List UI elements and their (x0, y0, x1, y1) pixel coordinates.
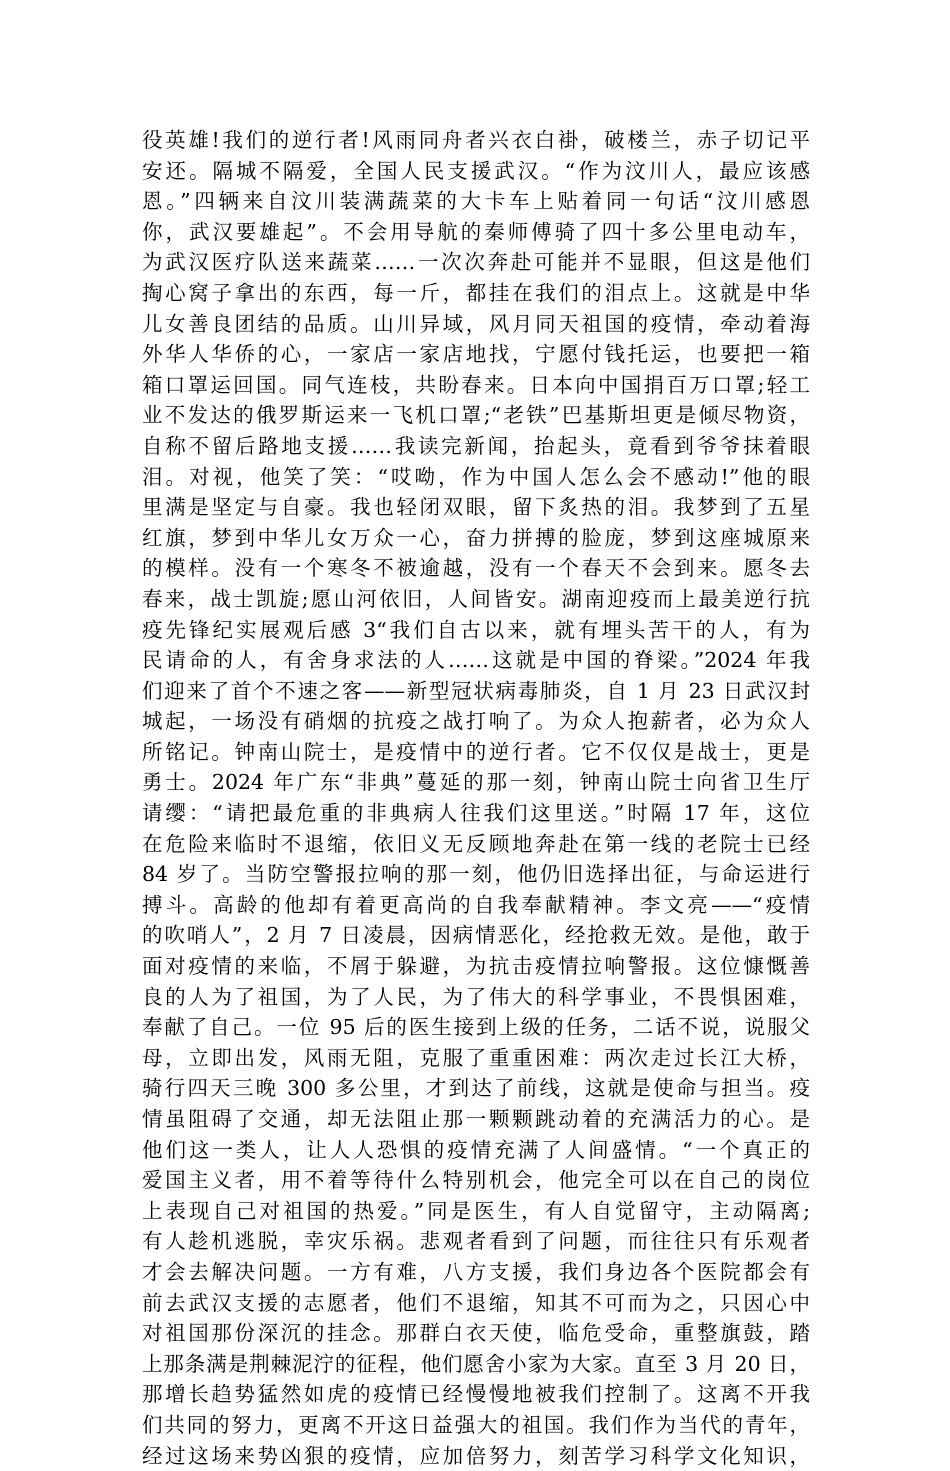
text-line: 城起，一场没有硝烟的抗疫之战打响了。为众人抱薪者，必为众人 (142, 709, 810, 734)
text-line: 役英雄!我们的逆行者!风雨同舟者兴衣白褂，破楼兰，赤子切记平 (142, 128, 810, 152)
text-line: 恩。”四辆来自汶川装满蔬菜的大卡车上贴着同一句话“汶川感恩 (142, 189, 810, 214)
text-line: 才会去解决问题。一方有难，八方支援，我们身边各个医院都会有 (142, 1259, 810, 1284)
text-line: 请缨：“请把最危重的非典病人往我们这里送。”时隔 17 年，这位 (142, 801, 810, 826)
text-line: 业不发达的俄罗斯运来一飞机口罩;“老铁”巴基斯坦更是倾尽物资， (142, 403, 810, 428)
text-line: 前去武汉支援的志愿者，他们不退缩，知其不可而为之，只因心中 (142, 1290, 810, 1315)
text-line: 泪。对视，他笑了笑：“哎呦，作为中国人怎么会不感动!”他的眼 (142, 464, 810, 489)
text-line: 上表现自己对祖国的热爱。”同是医生，有人自觉留守，主动隔离; (142, 1198, 810, 1223)
text-line: 安还。隔城不隔爱，全国人民支援武汉。“作为汶川人，最应该感 (142, 158, 810, 183)
text-line: 里满是坚定与自豪。我也轻闭双眼，留下炙热的泪。我梦到了五星 (142, 495, 810, 520)
text-line: 红旗，梦到中华儿女万众一心，奋力拼搏的脸庞，梦到这座城原来 (142, 525, 810, 550)
text-line: 在危险来临时不退缩，依旧义无反顾地奔赴在第一线的老院士已经 (142, 831, 810, 856)
text-line: 84 岁了。当防空警报拉响的那一刻，他仍旧选择出征，与命运进行 (142, 862, 810, 887)
text-line: 疫先锋纪实展观后感 3“我们自古以来，就有埋头苦干的人，有为 (142, 617, 810, 642)
text-line: 情虽阻碍了交通，却无法阻止那一颗颗跳动着的充满活力的心。是 (142, 1107, 810, 1131)
text-line: 所铭记。钟南山院士，是疫情中的逆行者。它不仅仅是战士，更是 (142, 739, 810, 764)
text-line: 外华人华侨的心，一家店一家店地找，宁愿付钱托运，也要把一箱 (142, 342, 810, 367)
text-line: 勇士。2024 年广东“非典”蔓延的那一刻，钟南山院士向省卫生厅 (142, 770, 810, 795)
text-line: 为武汉医疗队送来蔬菜……一次次奔赴可能并不显眼，但这是他们 (142, 250, 810, 275)
text-line: 民请命的人，有舍身求法的人……这就是中国的脊梁。”2024 年我 (142, 648, 810, 673)
text-line: 自称不留后路地支援……我读完新闻，抬起头，竟看到爷爷抹着眼 (142, 433, 810, 458)
text-line: 有人趁机逃脱，幸灾乐祸。悲观者看到了问题，而往往只有乐观者 (142, 1229, 810, 1254)
text-line: 面对疫情的来临，不屑于躲避，为抗击疫情拉响警报。这位慷慨善 (142, 954, 810, 979)
text-line: 母，立即出发，风雨无阻，克服了重重困难：两次走过长江大桥， (142, 1045, 810, 1070)
text-line: 箱口罩运回国。同气连枝，共盼春来。日本向中国捐百万口罩;轻工 (142, 372, 810, 397)
text-line: 你，武汉要雄起”。不会用导航的秦师傅骑了四十多公里电动车， (142, 219, 810, 244)
document-body (142, 125, 810, 1471)
text-line: 的模样。没有一个寒冬不被逾越，没有一个春天不会到来。愿冬去 (142, 556, 810, 581)
text-line: 们迎来了首个不速之客——新型冠状病毒肺炎，自 1 月 23 日武汉封 (142, 678, 810, 703)
text-line: 那增长趋势猛然如虎的疫情已经慢慢地被我们控制了。这离不开我 (142, 1382, 810, 1407)
text-line: 对祖国那份深沉的挂念。那群白衣天使，临危受命，重整旗鼓，踏 (142, 1321, 810, 1346)
text-line: 奉献了自己。一位 95 后的医生接到上级的任务，二话不说，说服父 (142, 1015, 810, 1040)
text-line: 上那条满是荆棘泥泞的征程，他们愿舍小家为大家。直至 3 月 20 日， (142, 1351, 810, 1376)
text-line: 骑行四天三晚 300 多公里，才到达了前线，这就是使命与担当。疫 (142, 1076, 810, 1101)
text-line: 爱国主义者，用不着等待什么特别机会，他完全可以在自己的岗位 (142, 1168, 810, 1193)
text-line: 们共同的努力，更离不开这日益强大的祖国。我们作为当代的青年， (142, 1412, 810, 1437)
text-line: 掏心窝子拿出的东西，每一斤，都挂在我们的泪点上。这就是中华 (142, 280, 810, 305)
text-line: 经过这场来势凶狠的疫情，应加倍努力，刻苦学习科学文化知识， (142, 1443, 810, 1468)
text-line: 他们这一类人，让人人恐惧的疫情充满了人间盛情。“一个真正的 (142, 1137, 810, 1162)
text-line: 良的人为了祖国，为了人民，为了伟大的科学事业，不畏惧困难， (142, 984, 810, 1009)
text-line: 搏斗。高龄的他却有着更高尚的自我奉献精神。李文亮——“疫情 (142, 892, 810, 917)
text-line: 春来，战士凯旋;愿山河依旧，人间皆安。湖南迎疫而上最美逆行抗 (142, 586, 810, 611)
text-line: 儿女善良团结的品质。山川异域，风月同天祖国的疫情，牵动着海 (142, 311, 810, 336)
text-line: 的吹哨人”，2 月 7 日凌晨，因病情恶化，经抢救无效。是他，敢于 (142, 923, 810, 948)
